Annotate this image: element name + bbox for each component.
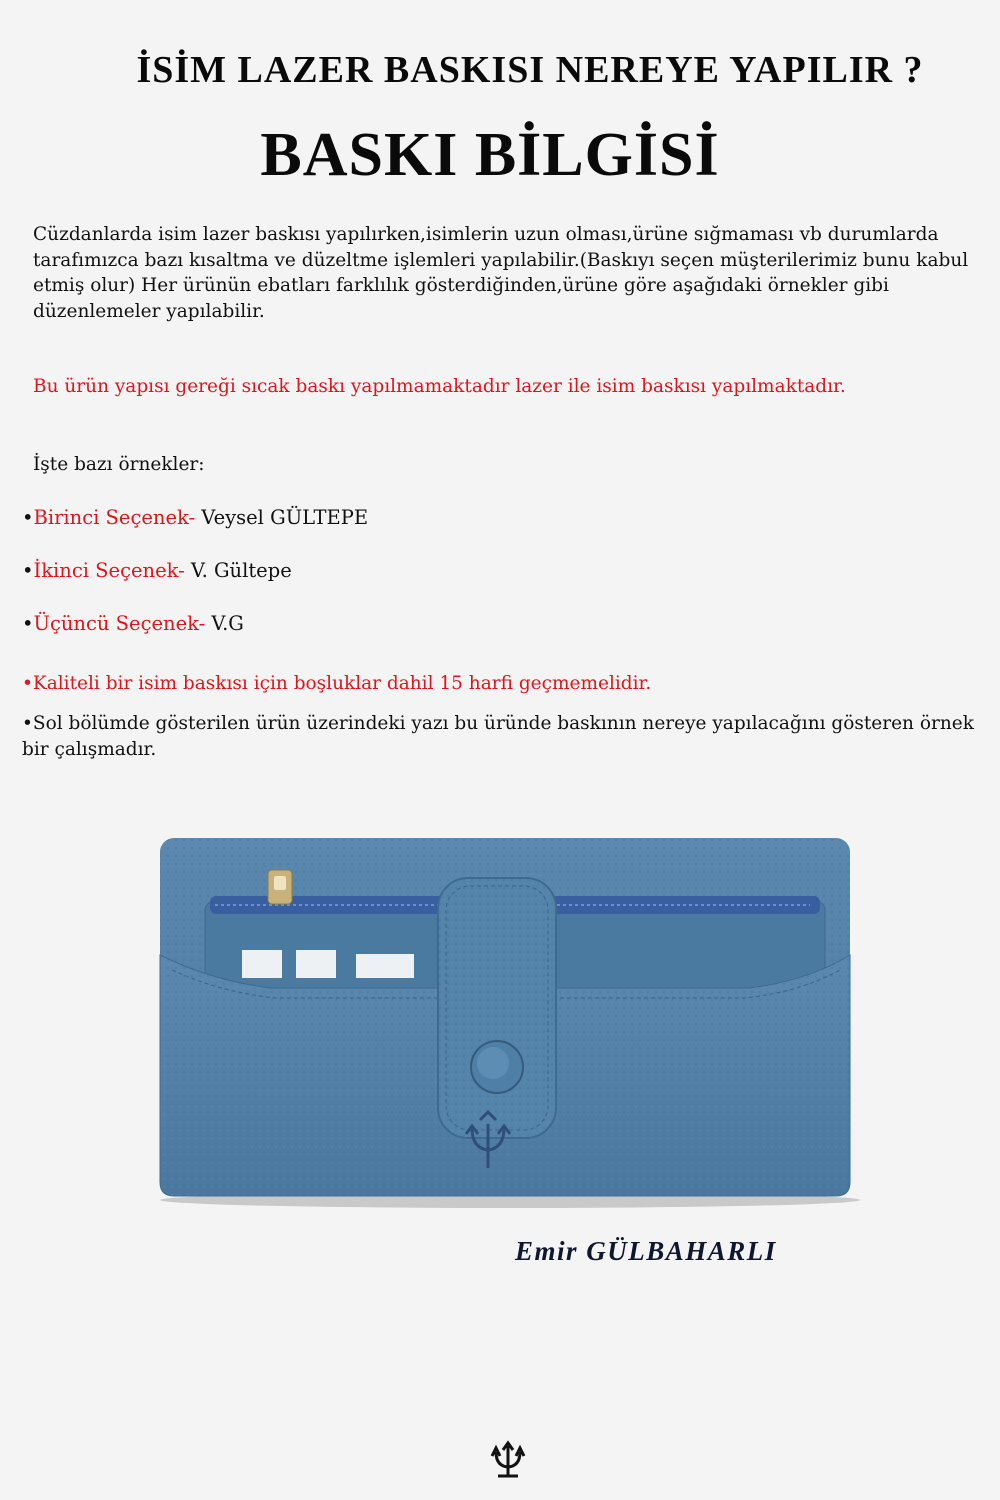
option-second [22, 558, 292, 584]
intro-paragraph: Cüzdanlarda isim lazer baskısı yapılırken,isimlerin uzun olması,ürüne sığmaması vb durumlarda tarafımızca bazı kısaltma ve düzeltme işlemleri yapılabilir.(Baskıyı seçen müşterilerimiz bunu kabul etmiş olur) Her ürünün ebatları farklılık gösterdiğinden,ürüne göre aşağıdaki örnekler gibi düzenlemeler yapılabilir. [33, 224, 969, 322]
sample-note: •Sol bölümde gösterilen ürün üzerindeki yazı bu üründe baskının nereye yapılacağını gösteren örnek bir çalışmadır. [22, 713, 974, 760]
zipper-pull [268, 870, 292, 904]
option-value: V.G [211, 612, 244, 635]
warning-paragraph: Bu ürün yapısı gereği sıcak baskı yapılmamaktadır lazer ile isim baskısı yapılmaktadır. [33, 376, 846, 397]
option-first [22, 505, 368, 531]
engraved-name: Emir GÜLBAHARLI [515, 1236, 777, 1266]
option-label: Birinci Seçenek- [33, 506, 202, 529]
option-label: Üçüncü Seçenek- [33, 612, 212, 635]
option-bullet: • [22, 559, 34, 582]
letter-limit-note: •Kaliteli bir isim baskısı için boşluklar dahil 15 harfi geçmemelidir. [22, 673, 652, 694]
wallet-image [150, 830, 870, 1210]
option-bullet: • [22, 506, 34, 529]
question-heading: İSİM LAZER BASKISI NEREYE YAPILIR ? [136, 49, 924, 91]
option-value: V. Gültepe [190, 559, 292, 582]
option-bullet: • [22, 612, 34, 635]
page-title: BASKI BİLGİSİ [260, 121, 720, 189]
card-1 [242, 950, 282, 978]
examples-intro: İşte bazı örnekler: [33, 454, 205, 475]
option-third [22, 611, 244, 637]
option-label: İkinci Seçenek- [33, 559, 191, 582]
card-2 [296, 950, 336, 978]
option-value: Veysel GÜLTEPE [201, 506, 369, 529]
card-3 [356, 954, 414, 978]
trident-icon [488, 1440, 528, 1480]
